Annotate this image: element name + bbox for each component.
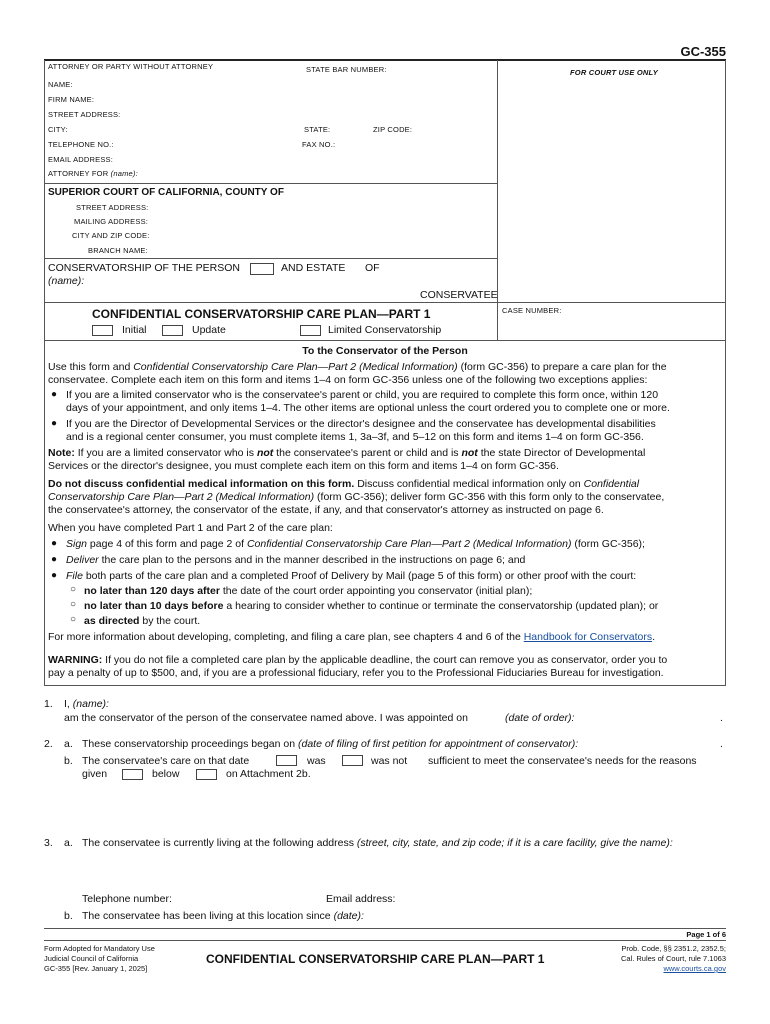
email-address-label[interactable]: Email address: bbox=[326, 893, 396, 905]
item-1-date-of-order[interactable]: (date of order): bbox=[505, 712, 575, 724]
attorney-for-text: ATTORNEY FOR bbox=[48, 169, 109, 178]
item-1-appointed: am the conservator of the person of the conservatee named above. I was appointed on bbox=[64, 712, 468, 724]
instructions-when: When you have completed Part 1 and Part 2 of the care plan: bbox=[48, 522, 333, 534]
item-3a-letter: a. bbox=[64, 837, 73, 849]
court-mailing-label[interactable]: MAILING ADDRESS: bbox=[74, 217, 149, 226]
telephone-number-label[interactable]: Telephone number: bbox=[82, 893, 172, 905]
item-2a-letter: a. bbox=[64, 738, 73, 750]
form-title: CONFIDENTIAL CONSERVATORSHIP CARE PLAN—PART 1 bbox=[92, 307, 431, 321]
below-checkbox[interactable] bbox=[122, 769, 143, 780]
firm-name-label[interactable]: FIRM NAME: bbox=[48, 95, 95, 104]
item-1-period: . bbox=[720, 712, 723, 724]
circle-bullet: ○ bbox=[70, 614, 77, 625]
bullet: ● bbox=[51, 418, 58, 429]
initial-label: Initial bbox=[122, 324, 147, 336]
circle-bullet: ○ bbox=[70, 599, 77, 610]
attachment-label: on Attachment 2b. bbox=[226, 768, 311, 780]
circle-bullet: ○ bbox=[70, 584, 77, 595]
instructions-heading: To the Conservator of the Person bbox=[302, 345, 468, 357]
footer-citations: Prob. Code, §§ 2351.2, 2352.5; Cal. Rules of Court, rule 7.1063 www.courts.ca.gov bbox=[620, 944, 726, 973]
attorney-for-label[interactable] bbox=[48, 169, 138, 178]
attorney-for-name: (name): bbox=[110, 169, 138, 178]
bullet: ● bbox=[51, 389, 58, 400]
was-not-label: was not bbox=[371, 755, 408, 767]
item-2a-text[interactable]: These conservatorship proceedings began on (date of filing of first petition for appointment of conservator): bbox=[82, 738, 579, 750]
update-checkbox[interactable] bbox=[162, 325, 183, 336]
given-label: given bbox=[82, 768, 108, 780]
was-label: was bbox=[307, 755, 326, 767]
instructions-bullet-2: If you are the Director of Developmental Services or the director's designee and the conservatee has developmental disabilities and is a regional center consumer, you must complete items 1, 3a–3f, and 5–12 on this form and items 1–4 on form GC-356. bbox=[66, 418, 656, 443]
telephone-label[interactable]: TELEPHONE NO.: bbox=[48, 140, 114, 149]
limited-label: Limited Conservatorship bbox=[328, 324, 442, 336]
form-number: GC-355 bbox=[680, 44, 726, 59]
sufficient-text: sufficient to meet the conservatee's needs for the reasons bbox=[428, 755, 697, 767]
footer-adopted: Form Adopted for Mandatory Use Judicial Council of California GC-355 [Rev. January 1, 2025] bbox=[44, 944, 155, 973]
city-label[interactable]: CITY: bbox=[48, 125, 68, 134]
street-address-label[interactable]: STREET ADDRESS: bbox=[48, 110, 121, 119]
attachment-checkbox[interactable] bbox=[196, 769, 217, 780]
attorney-name-label[interactable]: NAME: bbox=[48, 80, 73, 89]
below-label: below bbox=[152, 768, 180, 780]
state-bar-label: STATE BAR NUMBER: bbox=[306, 65, 387, 74]
and-estate-checkbox[interactable] bbox=[250, 263, 274, 275]
instructions-warning: WARNING: If you do not file a completed care plan by the applicable deadline, the court can remove you as conservator, order you to pay a penalty of up to $500, and, if you are a professional fiduciary, refer you to the Professional Fiduciaries Bureau for investigation. bbox=[48, 654, 668, 679]
instructions-do-not-discuss: Do not discuss confidential medical information on this form. Discuss confidential medical information only on Confidential Conservatorship Care Plan—Part 2 (Medical Information) (form GC-356); deliver form GC-356 with this form only to the conservatee, the conservatee's attorney, the conservator of the estate, if any, and that conservator's attorney as instructed on page 6. bbox=[48, 478, 665, 516]
of-label: OF bbox=[365, 262, 380, 274]
instructions-deadline-3: as directed by the court. bbox=[84, 615, 201, 627]
court-branch-label[interactable]: BRANCH NAME: bbox=[88, 246, 148, 255]
instructions-sign: Sign page 4 of this form and page 2 of Confidential Conservatorship Care Plan—Part 2 (Medical Information) (form GC-356); bbox=[66, 538, 645, 550]
footer-title: CONFIDENTIAL CONSERVATORSHIP CARE PLAN—PART 1 bbox=[206, 952, 545, 966]
instructions-deadline-2: no later than 10 days before a hearing to consider whether to continue or terminate the conservatorship (updated plan); or bbox=[84, 600, 659, 612]
item-3b-text[interactable]: The conservatee has been living at this location since (date): bbox=[82, 910, 364, 922]
court-street-label[interactable]: STREET ADDRESS: bbox=[76, 203, 149, 212]
item-3a-text[interactable]: The conservatee is currently living at the following address (street, city, state, and zip code; if it is a care facility, give the name): bbox=[82, 837, 673, 849]
item-3-number: 3. bbox=[44, 837, 53, 849]
bullet: ● bbox=[51, 570, 58, 581]
case-number-label[interactable]: CASE NUMBER: bbox=[502, 306, 562, 315]
page-number: Page 1 of 6 bbox=[686, 930, 726, 939]
item-1-number: 1. bbox=[44, 698, 53, 710]
instructions-p1: Use this form and Confidential Conservatorship Care Plan—Part 2 (Medical Information) (form GC-356) to prepare a care plan for the conservatee. Complete each item on this form and items 1–4 on form GC-356 unless one of the following two exceptions applies: bbox=[48, 361, 667, 386]
court-use-label: FOR COURT USE ONLY bbox=[570, 68, 658, 77]
item-2-number: 2. bbox=[44, 738, 53, 750]
instructions-more-info: For more information about developing, completing, and filing a care plan, see chapters 4 and 6 of the Handbook for Conservators. bbox=[48, 631, 656, 643]
was-not-checkbox[interactable] bbox=[342, 755, 363, 766]
item-3b-letter: b. bbox=[64, 910, 73, 922]
bullet: ● bbox=[51, 538, 58, 549]
was-checkbox[interactable] bbox=[276, 755, 297, 766]
instructions-file: File both parts of the care plan and a completed Proof of Delivery by Mail (page 5 of this form) or other proof with the court: bbox=[66, 570, 637, 582]
instructions-deadline-1: no later than 120 days after the date of the court order appointing you conservator (initial plan); bbox=[84, 585, 533, 597]
bullet: ● bbox=[51, 554, 58, 565]
court-city-label[interactable]: CITY AND ZIP CODE: bbox=[72, 231, 150, 240]
email-label[interactable]: EMAIL ADDRESS: bbox=[48, 155, 114, 164]
update-label: Update bbox=[192, 324, 226, 336]
limited-checkbox[interactable] bbox=[300, 325, 321, 336]
fax-label[interactable]: FAX NO.: bbox=[302, 140, 336, 149]
item-2a-period: . bbox=[720, 738, 723, 750]
handbook-link[interactable]: Handbook for Conservators bbox=[523, 631, 653, 643]
courts-link[interactable]: www.courts.ca.gov bbox=[663, 964, 726, 973]
instructions-note: Note: If you are a limited conservator who is not the conservatee's parent or child and is not the state Director of Developmental Services or the director's designee, you must complete each item on this form and items 1–4 on form GC-356. bbox=[48, 447, 646, 472]
and-estate-label: AND ESTATE bbox=[281, 262, 346, 274]
instructions-deliver: Deliver the care plan to the persons and in the manner described in the instructions on page 6; and bbox=[66, 554, 526, 566]
attorney-header: ATTORNEY OR PARTY WITHOUT ATTORNEY bbox=[48, 62, 214, 71]
item-2b-text: The conservatee's care on that date bbox=[82, 755, 250, 767]
conservatee-label: CONSERVATEE bbox=[420, 289, 498, 301]
court-title: SUPERIOR COURT OF CALIFORNIA, COUNTY OF bbox=[48, 187, 284, 198]
item-2b-letter: b. bbox=[64, 755, 73, 767]
zip-label[interactable]: ZIP CODE: bbox=[373, 125, 413, 134]
state-label[interactable]: STATE: bbox=[304, 125, 331, 134]
instructions-bullet-1: If you are a limited conservator who is the conservatee's parent or child, you are required to complete this form once, within 120 days of your appointment, and only items 1–4. The other items are optional unless the court ordered you to complete one or more. bbox=[66, 389, 670, 414]
initial-checkbox[interactable] bbox=[92, 325, 113, 336]
item-1-name[interactable]: I, (name): bbox=[64, 698, 109, 710]
conservatee-name-label[interactable]: (name): bbox=[48, 275, 85, 287]
conservatorship-person-label: CONSERVATORSHIP OF THE PERSON bbox=[48, 262, 240, 274]
